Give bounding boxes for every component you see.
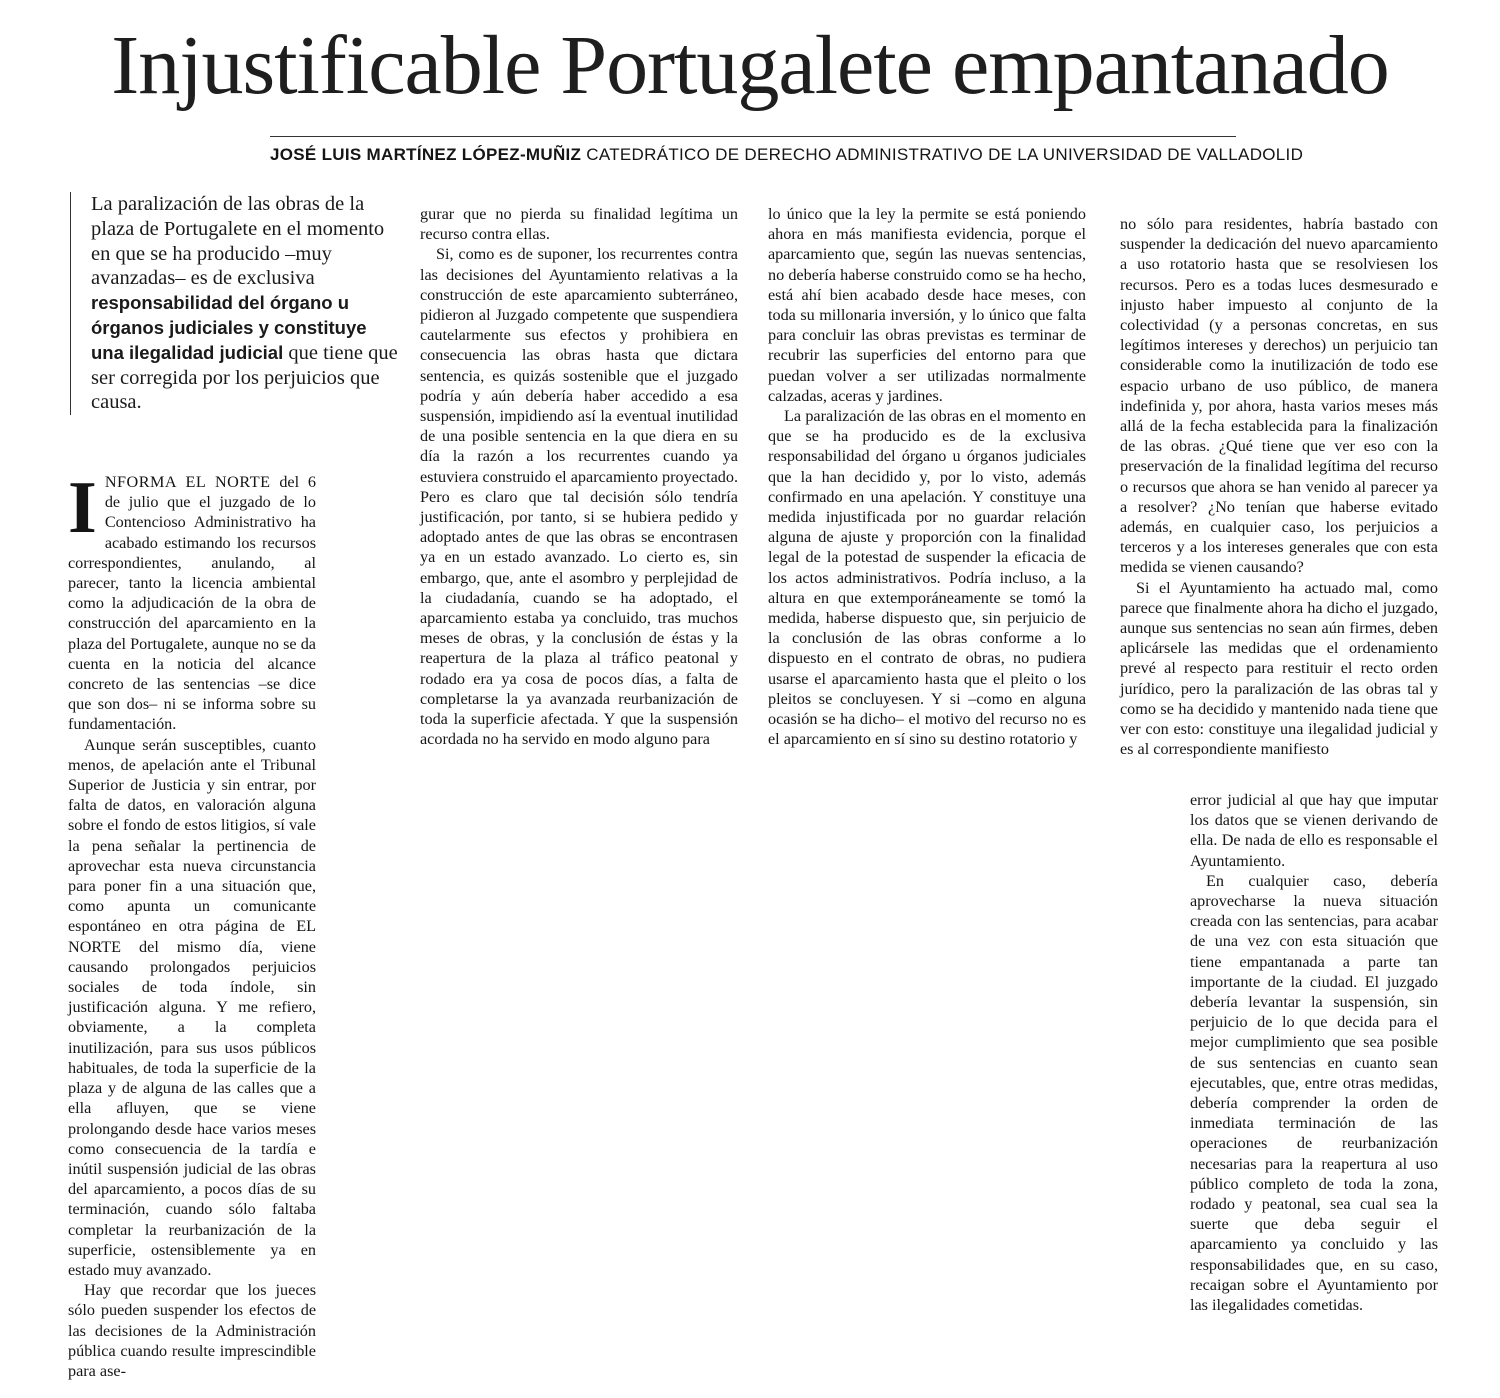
opening-words: NFORMA EL NORTE [104,473,271,491]
lead-paragraph [70,192,403,415]
column-1 [68,467,317,1381]
author-name: JOSÉ LUIS MARTÍNEZ LÓPEZ-MUÑIZ [270,145,582,164]
paragraph-1-text: del 6 de julio que el juzgado de lo Contencioso Administrativo ha acabado estimando los recursos correspondientes, anulando, al parecer, tanto la licencia ambiental como la adjudicación de la obra de construcción del aparcamiento en la plaza del Portugalete, aunque no se da cuenta en la noticia del alcance concreto de las sentencias –se dice que son dos– ni se informa sobre su fundamentación. [68,473,317,734]
paragraph-6: Si el Ayuntamiento ha actuado mal, como parece que finalmente ahora ha dicho el juzgado, aunque sus sentencias no sean aún firmes, deben aplicársele las medidas que el ordenamiento prevé al respecto para restituir el recto orden jurídico, pero la paralización de las obras tal y como se ha decidido y mantenido nada tiene que ver con esto: constituye una ilegalidad judicial y es al correspondiente manifiesto [1120,578,1438,759]
paragraph-7: En cualquier caso, debería aprovecharse la nueva situación creada con las sentencias, para acabar de una vez con esta situación que tiene empantanada a parte tan importante de la ciudad. El juzgado debería levantar la suspensión, sin perjuicio de lo que decida para el mejor cumplimiento que sea posible de sus sentencias en cuanto sean ejecutables, que, entre otras medidas, debería comprender la orden de inmediata terminación de las operaciones de reurbanización necesarias para la reapertura al uso público completo de toda la zona, rodado y peatonal, sea cual sea la suerte que deba seguir el aparcamiento ya concluido y las responsabilidades que, en su caso, recaigan sobre el Ayuntamiento por las ilegalidades cometidas. [1190,871,1438,1315]
byline [270,136,1304,165]
paragraph-1 [68,467,317,735]
paragraph-3-continued: gurar que no pierda su finalidad legítima un recurso contra ellas. [420,205,738,244]
column-4-narrow [1190,790,1438,1315]
drop-cap: I [68,467,97,549]
column-3 [768,204,1086,749]
paragraph-5: La paralización de las obras en el momento en que se ha producido es de la exclusiva responsabilidad del órgano u órganos judiciales que la han decidido y, por lo visto, además confirmado en una apelación. Y constituye una medida injustificada por no guardar relación alguna de ajuste y proporción con la finalidad legal de la potestad de suspender la eficacia de los actos administrativos. Podría incluso, a la altura en que extemporáneamente se tomó la medida, haberse dispuesto que, sin perjuicio de la conclusión de las obras conforme a lo dispuesto en el contrato de obras, no pudiera usarse el aparcamiento hasta que el pleito o los pleitos se concluyesen. Y si –como en alguna ocasión se ha dicho– el motivo del recurso no es el aparcamiento en sí sino su destino rotatorio y [768,407,1086,749]
paragraph-2: Aunque serán susceptibles, cuanto menos, de apelación ante el Tribunal Superior de Justicia y sin entrar, por falta de datos, en valoración alguna sobre el fondo de estos litigios, sí vale la pena señalar la pertinencia de aprovechar esta nueva circunstancia para poner fin a una situación que, como apunta un comunicante espontáneo en otra página de EL NORTE del mismo día, viene causando prolongados perjuicios sociales de toda índole, sin justificación alguna. Y me refiero, obviamente, a la completa inutilización, para sus usos públicos habituales, de toda la superficie de la plaza y de alguna de las calles que a ella afluyen, que se viene prolongando desde hace varios meses como consecuencia de la tardía e inútil suspensión judicial de las obras del aparcamiento, a pocos días de su terminación, cuando sólo faltaba completar la reurbanización de la superficie, ostensiblemente ya en estado muy avanzado. [68,735,316,1279]
paragraph-6-continued: error judicial al que hay que imputar los datos que se vienen derivando de ella. De nada de ello es responsable el Ayuntamiento. [1190,791,1438,870]
author-title: CATEDRÁTICO DE DERECHO ADMINISTRATIVO DE LA UNIVERSIDAD DE VALLADOLID [586,145,1304,164]
headline: Injustificable Portugalete empantanado [111,19,1389,112]
paragraph-4: Si, como es de suponer, los recurrentes contra las decisiones del Ayuntamiento relativas a la construcción de este aparcamiento subterráneo, pidieron al Juzgado competente que suspendiera cautelarmente sus efectos y prohibiera en consecuencia las obras hasta que dictara sentencia, es quizás sostenible que el juzgado podría y aún debería haber accedido a esa suspensión, impidiendo así la eventual inutilidad de una posible sentencia en la que diera en su día la razón a los recurrentes cuando ya estuviera construido el aparcamiento proyectado. Pero es claro que tal decisión sólo tendría justificación, por tanto, si se hubiera pedido y adoptado antes de que las obras se encontrasen ya en un estado avanzado. Lo cierto es, sin embargo, que, ante el asombro y perplejidad de la ciudadanía, cuando se ha adoptado, el aparcamiento estaba ya concluido, tras muchos meses de obras, y la conclusión de éstas y la reapertura de la plaza al tráfico peatonal y rodado era ya cosa de pocos días, a falta de completarse la ya avanzada reurbanización de toda la superficie afectada. Y que la suspensión acordada no ha servido en modo alguno para [420,245,738,749]
paragraph-4-continued: lo único que la ley la permite se está poniendo ahora en más manifiesta evidencia, porque el aparcamiento que, según las nuevas sentencias, no debería haberse construido como se ha hecho, está ahí bien acabado desde hace meses, con toda su millonaria inversión, y lo único que falta para concluir las obras previstas es terminar de recubrir las superficies del entorno para que puedan volver a ser utilizadas normalmente calzadas, aceras y jardines. [768,205,1086,405]
paragraph-5-continued: no sólo para residentes, habría bastado con suspender la dedicación del nuevo aparcamiento a uso rotatorio hasta que se resolviesen los recursos. Pero es a todas luces desmesurado e injusto haber impuesto al conjunto de la colectividad (y a personas concretas, en sus legítimos intereses y derechos) un perjuicio tan considerable como la inutilización de todo ese espacio urbano de uso público, de manera indefinida y, por ahora, hasta varios meses más allá de la fecha establecida para la finalización de las obras. ¿Qué tiene que ver eso con la preservación de la finalidad legítima del recurso o recursos que ahora se han venido al parecer ya a resolver? ¿No tenían que haberse evitado además, en cualquier caso, los perjuicios a terceros y a los intereses generales que con esta medida se vienen causando? [1120,215,1438,577]
column-2 [420,204,738,749]
column-4 [1120,214,1438,759]
lead-text-start: La paralización de las obras de la plaza de Portugalete en el momento en que se ha producido –muy avanzadas– es de exclusiva [91,193,385,290]
lead-text-bold: responsabilidad del órgano u órganos judiciales y constituye una ilegalidad judicial [91,292,367,363]
lead-text-end: que tiene que ser corregida por los perjuicios que causa. [91,341,398,414]
paragraph-3: Hay que recordar que los jueces sólo pueden suspender los efectos de las decisiones de la Administración pública cuando resulte imprescindible para ase- [68,1281,316,1380]
